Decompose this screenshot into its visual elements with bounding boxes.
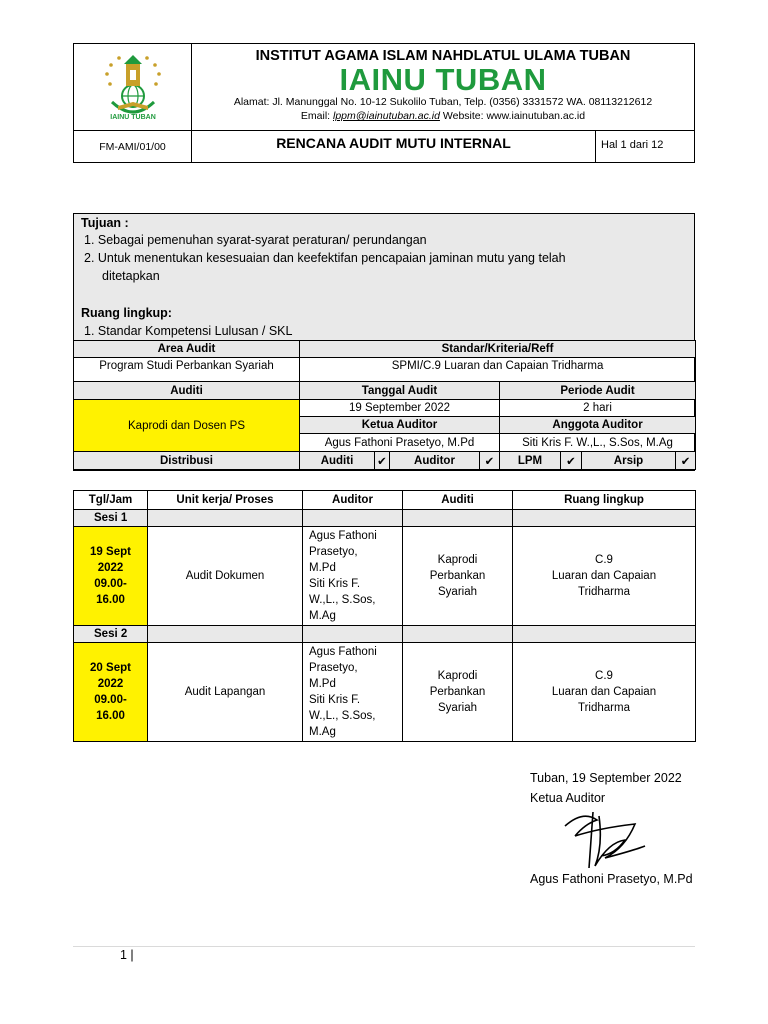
- periode-value: 2 hari: [500, 400, 696, 417]
- ruang-item-1: 1. Standar Kompetensi Lulusan / SKL: [84, 324, 293, 338]
- email-link[interactable]: lppm@iainutuban.ac.id: [332, 110, 440, 122]
- distribusi-lpm: LPM: [500, 452, 561, 470]
- session-unit: Audit Lapangan: [148, 643, 303, 742]
- ruang-label: Ruang lingkup:: [81, 306, 172, 320]
- session-auditor: Agus Fathoni Prasetyo, M.Pd Siti Kris F. W.,L., S.Sos, M.Ag: [303, 643, 403, 742]
- ketua-header: Ketua Auditor: [300, 417, 500, 434]
- page-info: Hal 1 dari 12: [601, 139, 664, 151]
- email-prefix: Email:: [300, 110, 333, 122]
- tanggal-header: Tanggal Audit: [300, 382, 500, 400]
- audit-schedule-table: [73, 490, 696, 742]
- col-ruang-lingkup: Ruang lingkup: [513, 491, 696, 510]
- anggota-value: Siti Kris F. W.,L., S.Sos, M.Ag: [500, 434, 696, 452]
- website-text: Website: www.iainutuban.ac.id: [439, 110, 586, 122]
- standar-value: SPMI/C.9 Luaran dan Capaian Tridharma: [300, 358, 696, 382]
- col-tgl-jam: Tgl/Jam: [74, 491, 148, 510]
- tujuan-label: Tujuan :: [81, 216, 129, 230]
- session-scope: C.9 Luaran dan Capaian Tridharma: [513, 643, 696, 742]
- periode-header: Periode Audit: [500, 382, 696, 400]
- signature-role: Ketua Auditor: [530, 791, 606, 805]
- audit-plan: [73, 213, 695, 471]
- audit-info-table: [73, 340, 696, 470]
- tujuan-item-1: 1. Sebagai pemenuhan syarat-syarat peraturan/ perundangan: [84, 233, 427, 247]
- area-audit-header: Area Audit: [74, 341, 300, 358]
- session-label: Sesi 2: [74, 626, 148, 643]
- tujuan-item-2-cont: ditetapkan: [102, 269, 160, 283]
- session-auditor: Agus Fathoni Prasetyo, M.Pd Siti Kris F. W.,L., S.Sos, M.Ag: [303, 527, 403, 626]
- address: Alamat: Jl. Manunggal No. 10-12 Sukolilo Tuban, Telp. (0356) 3331572 WA. 08113212612: [233, 96, 653, 108]
- session-date: 19 Sept 2022 09.00- 16.00: [74, 527, 148, 626]
- col-unit-kerja: Unit kerja/ Proses: [148, 491, 303, 510]
- session-date: 20 Sept 2022 09.00- 16.00: [74, 643, 148, 742]
- tanggal-value: 19 September 2022: [300, 400, 500, 417]
- brand-name: IAINU TUBAN: [339, 62, 547, 97]
- auditi-value: Kaprodi dan Dosen PS: [74, 400, 300, 452]
- footer-divider: [73, 946, 695, 947]
- session-scope: C.9 Luaran dan Capaian Tridharma: [513, 527, 696, 626]
- ruang-section: [74, 303, 694, 342]
- anggota-header: Anggota Auditor: [500, 417, 696, 434]
- logo-cell: [74, 44, 192, 131]
- area-audit-value: Program Studi Perbankan Syariah: [74, 358, 300, 382]
- session-auditi: Kaprodi Perbankan Syariah: [403, 643, 513, 742]
- form-code: FM-AMI/01/00: [74, 131, 192, 162]
- distribusi-label: Distribusi: [74, 452, 300, 470]
- tujuan-section: [74, 214, 694, 304]
- check-icon: ✔: [561, 452, 582, 470]
- session-auditi: Kaprodi Perbankan Syariah: [403, 527, 513, 626]
- distribusi-auditi: Auditi: [300, 452, 375, 470]
- session-unit: Audit Dokumen: [148, 527, 303, 626]
- handwritten-signature: [545, 806, 655, 876]
- document-header: [73, 43, 695, 163]
- check-icon: ✔: [480, 452, 500, 470]
- tujuan-item-2: 2. Untuk menentukan kesesuaian dan keefektifan pencapaian jaminan mutu yang telah: [84, 251, 566, 265]
- check-icon: ✔: [375, 452, 390, 470]
- col-auditi: Auditi: [403, 491, 513, 510]
- session-label: Sesi 1: [74, 510, 148, 527]
- col-auditor: Auditor: [303, 491, 403, 510]
- auditi-header: Auditi: [74, 382, 300, 400]
- ketua-value: Agus Fathoni Prasetyo, M.Pd: [300, 434, 500, 452]
- distribusi-auditor: Auditor: [390, 452, 480, 470]
- logo-caption: IAINU TUBAN: [110, 114, 156, 121]
- signature-place-date: Tuban, 19 September 2022: [530, 771, 682, 785]
- institution-name: INSTITUT AGAMA ISLAM NAHDLATUL ULAMA TUBAN: [255, 48, 631, 64]
- check-icon: ✔: [676, 452, 696, 470]
- standar-header: Standar/Kriteria/Reff: [300, 341, 696, 358]
- signature-name: Agus Fathoni Prasetyo, M.Pd: [530, 872, 693, 886]
- distribusi-arsip: Arsip: [582, 452, 676, 470]
- page-number: 1 |: [120, 948, 134, 962]
- document-title: RENCANA AUDIT MUTU INTERNAL: [192, 131, 596, 162]
- contact-line: [192, 110, 694, 122]
